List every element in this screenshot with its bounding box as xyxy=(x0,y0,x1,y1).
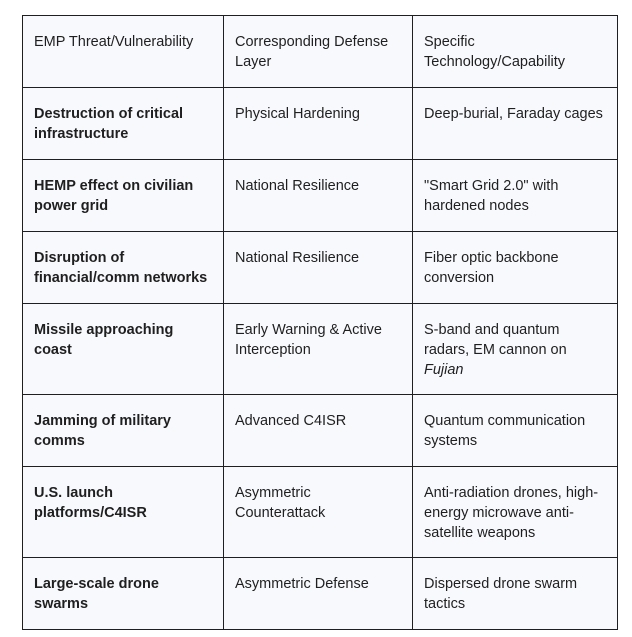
table-row xyxy=(23,395,618,467)
table-row xyxy=(23,304,618,395)
cell-defense-layer: National Resilience xyxy=(224,232,413,304)
header-technology: Specific Technology/Capability xyxy=(413,16,618,88)
cell-threat: U.S. launch platforms/C4ISR xyxy=(23,467,224,558)
table-row xyxy=(23,558,618,630)
header-threat: EMP Threat/Vulnerability xyxy=(23,16,224,88)
cell-defense-layer: National Resilience xyxy=(224,160,413,232)
cell-threat: Large-scale drone swarms xyxy=(23,558,224,630)
cell-defense-layer: Physical Hardening xyxy=(224,88,413,160)
table-row xyxy=(23,88,618,160)
cell-threat: Disruption of financial/comm networks xyxy=(23,232,224,304)
cell-defense-layer: Asymmetric Defense xyxy=(224,558,413,630)
table-row xyxy=(23,232,618,304)
table-row xyxy=(23,160,618,232)
cell-technology: Deep-burial, Faraday cages xyxy=(413,88,618,160)
cell-defense-layer: Advanced C4ISR xyxy=(224,395,413,467)
technology-text: S-band and quantum radars, EM cannon on xyxy=(424,322,567,358)
cell-technology: "Smart Grid 2.0" with hardened nodes xyxy=(413,160,618,232)
cell-threat: Destruction of critical infrastructure xyxy=(23,88,224,160)
table-header-row xyxy=(23,16,618,88)
cell-threat: Missile approaching coast xyxy=(23,304,224,395)
cell-technology: Anti-radiation drones, high-energy microwave anti-satellite weapons xyxy=(413,467,618,558)
header-defense-layer: Corresponding Defense Layer xyxy=(224,16,413,88)
cell-defense-layer: Early Warning & Active Interception xyxy=(224,304,413,395)
cell-threat: Jamming of military comms xyxy=(23,395,224,467)
emp-defense-table xyxy=(22,15,618,630)
cell-technology: Quantum communication systems xyxy=(413,395,618,467)
ship-name: Fujian xyxy=(424,362,464,378)
cell-threat: HEMP effect on civilian power grid xyxy=(23,160,224,232)
cell-technology xyxy=(413,304,618,395)
cell-defense-layer: Asymmetric Counterattack xyxy=(224,467,413,558)
table-row xyxy=(23,467,618,558)
cell-technology: Fiber optic backbone conversion xyxy=(413,232,618,304)
cell-technology: Dispersed drone swarm tactics xyxy=(413,558,618,630)
